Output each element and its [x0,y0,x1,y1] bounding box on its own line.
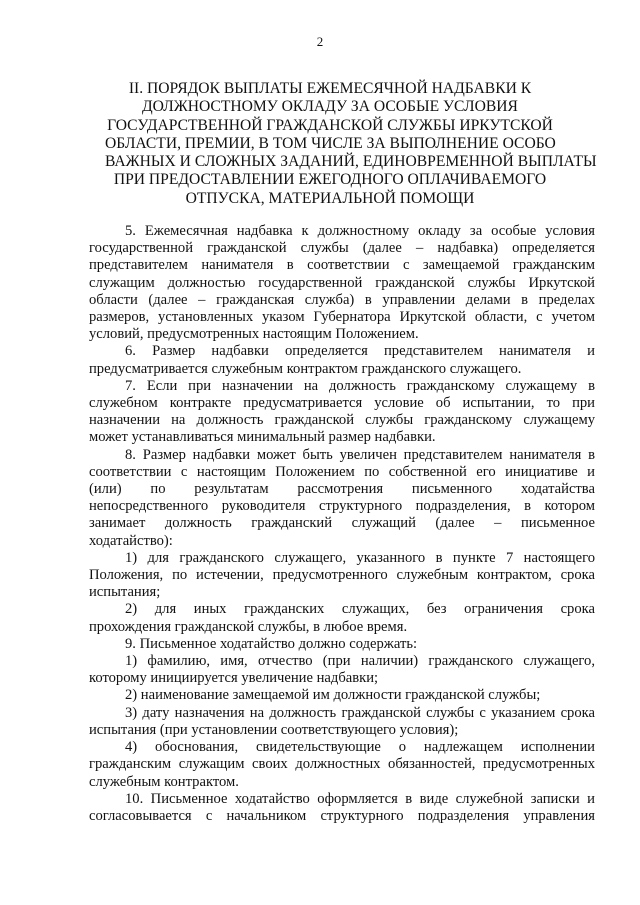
text-line: соответствии с настоящим Положением по собственной его инициативе и [89,463,595,480]
text-line: прохождения гражданской службы, в любое время. [89,618,408,635]
text-line: служащим должностью государственной гражданской службы Иркутской [89,274,595,291]
text-line: может устанавливаться минимальный размер надбавки. [89,429,436,446]
text-line: 7. Если при назначении на должность гражданскому служащему в [125,377,595,394]
text-line: Положения, по истечении, предусмотренного служебным контрактом, срока [89,567,595,584]
text-line: 2) наименование замещаемой им должности гражданской службы; [125,687,541,704]
text-line: непосредственного руководителя структурного подразделения, в котором [89,498,595,515]
text-line: 9. Письменное ходатайство должно содержать: [125,635,418,652]
heading-line: ПРИ ПРЕДОСТАВЛЕНИИ ЕЖЕГОДНОГО ОПЛАЧИВАЕМОГО [113,171,547,189]
text-line: назначении на должность гражданской службы гражданскому служащему [89,412,595,429]
document-body [89,223,595,825]
text-line: 10. Письменное ходатайство оформляется в виде служебной записки и [125,790,595,807]
text-line: 8. Размер надбавки может быть увеличен представителем нанимателя в [125,446,595,463]
text-line: испытания (при установлении соответствующего условия); [89,721,459,738]
heading-line: II. ПОРЯДОК ВЫПЛАТЫ ЕЖЕМЕСЯЧНОЙ НАДБАВКИ К [128,80,532,97]
text-line: 6. Размер надбавки определяется представителем нанимателя и [125,343,595,360]
text-line: служебном контракте предусматривается условие об испытании, то при [89,395,595,412]
text-line: занимает должность гражданский служащий (далее – письменное [89,515,595,532]
text-line: согласовывается с начальником структурного подразделения управления [89,807,595,824]
text-line: размеров, установленных указом Губернатора Иркутской области, с учетом [89,309,595,326]
text-line: 1) фамилию, имя, отчество (при наличии) гражданского служащего, [125,653,595,670]
heading-line: ВАЖНЫХ И СЛОЖНЫХ ЗАДАНИЙ, ЕДИНОВРЕМЕННОЙ ВЫПЛАТЫ [105,153,597,171]
section-heading [105,80,597,208]
text-line: государственной гражданской службы (далее – надбавка) определяется [89,240,595,257]
text-line: ходатайство): [89,532,173,549]
text-line: предусматривается служебным контрактом гражданского служащего. [89,360,522,377]
text-line: представителем нанимателя в соответствии с замещаемой гражданским [89,257,595,274]
text-line: условий, предусмотренных настоящим Положением. [89,326,419,343]
text-line: области (далее – гражданская служба) в управлении делами в пределах [89,291,595,308]
text-line: служебным контрактом. [89,773,239,790]
text-line: 4) обоснования, свидетельствующие о надлежащем исполнении [125,739,595,756]
heading-line: ГОСУДАРСТВЕННОЙ ГРАЖДАНСКОЙ СЛУЖБЫ ИРКУТСКОЙ [107,116,553,134]
text-line: (или) по результатам рассмотрения письменного ходатайства [89,481,595,498]
heading-line: ДОЛЖНОСТНОМУ ОКЛАДУ ЗА ОСОБЫЕ УСЛОВИЯ [142,98,518,116]
text-line: 3) дату назначения на должность гражданской службы с указанием срока [125,704,595,721]
text-line: гражданским служащим своих должностных обязанностей, предусмотренных [89,756,595,773]
text-line: 2) для иных гражданских служащих, без ограничения срока [125,601,595,618]
page-number: 2 [316,34,324,49]
text-line: испытания; [89,584,161,601]
heading-line: ОТПУСКА, МАТЕРИАЛЬНОЙ ПОМОЩИ [185,189,475,207]
text-line: 1) для гражданского служащего, указанного в пункте 7 настоящего [125,549,595,566]
heading-line: ОБЛАСТИ, ПРЕМИИ, В ТОМ ЧИСЛЕ ЗА ВЫПОЛНЕНИЕ ОСОБО [105,134,556,152]
text-line: 5. Ежемесячная надбавка к должностному окладу за особые условия [125,223,595,239]
text-line: которому инициируется увеличение надбавки; [89,670,379,687]
